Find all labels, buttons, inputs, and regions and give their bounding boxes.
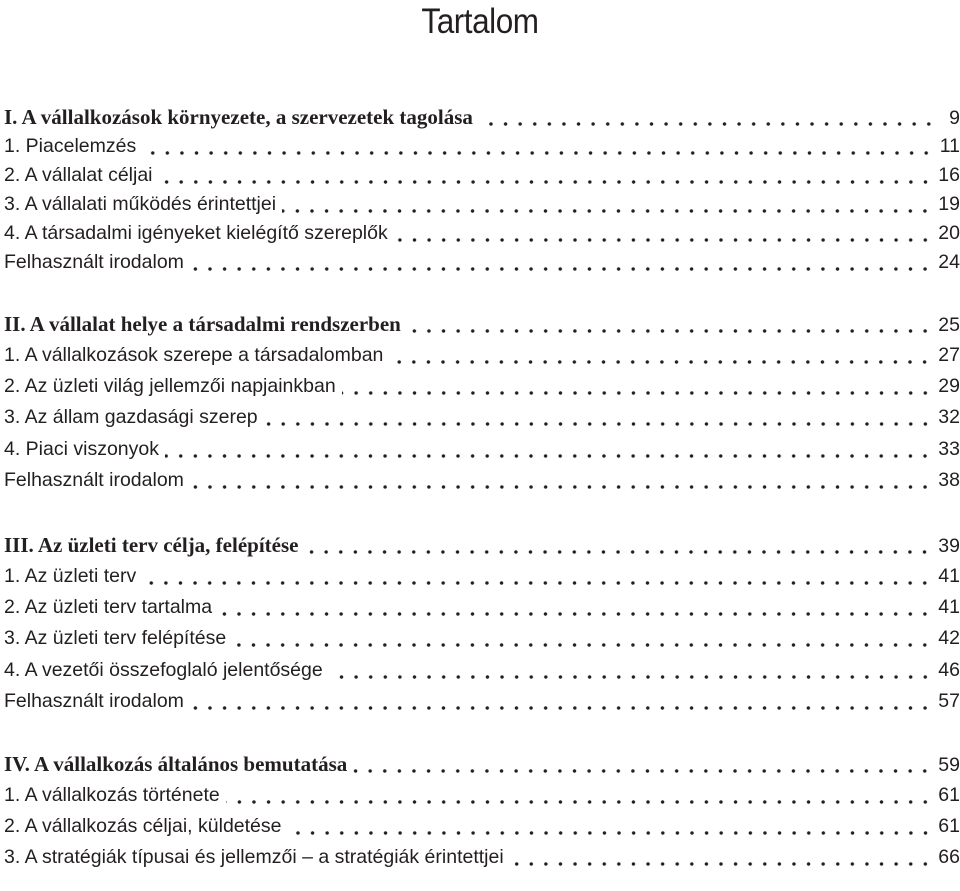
toc-section-entry[interactable] [4,561,960,591]
dot-leader [479,102,936,132]
dot-leader [159,160,933,190]
dot-leader [190,686,932,716]
dot-leader [329,655,933,685]
toc-entry-label: 4. A társadalmi igényeket kielégítő szereplők [4,222,388,244]
dot-leader [264,402,933,432]
toc-section-entry[interactable] [4,811,960,841]
toc-entry-page-number: 27 [938,344,960,366]
dot-leader [304,530,932,560]
dot-leader [288,811,933,841]
toc-entry-label: Felhasznált irodalom [4,690,184,712]
toc-entry-label: 3. Az állam gazdasági szerep [4,406,258,428]
toc-entry-label: 3. A vállalati működés érintettjei [4,193,277,215]
toc-entry-page-number: 19 [938,193,960,215]
dot-leader [218,592,932,622]
toc-entry-label: Felhasznált irodalom [4,251,184,273]
toc-section-entry[interactable] [4,842,960,872]
toc-entry-label: 2. Az üzleti terv tartalma [4,596,213,618]
toc-entry-label: IV. A vállalkozás általános bemutatása [4,752,348,776]
toc-entry-page-number: 57 [938,690,960,712]
dot-leader [226,780,933,810]
toc-section-entry[interactable] [4,160,960,190]
dot-leader [407,309,932,339]
toc-section-entry[interactable] [4,402,960,432]
toc-entry-page-number: 41 [938,596,960,618]
toc-entry-label: III. Az üzleti terv célja, felépítése [4,533,299,557]
page-title: Tartalom [421,2,539,41]
toc-entry-page-number: 32 [938,406,960,428]
toc-section-entry[interactable] [4,218,960,248]
dot-leader [353,749,932,779]
dot-leader [165,434,932,464]
toc-references-entry[interactable] [4,247,960,277]
toc-entry-page-number: 61 [938,784,960,806]
toc-section-entry[interactable] [4,189,960,219]
toc-section-entry[interactable] [4,592,960,622]
toc-entry-page-number: 25 [938,314,960,336]
toc-entry-page-number: 29 [938,375,960,397]
dot-leader [510,842,933,872]
toc-entry-page-number: 11 [939,135,960,157]
toc-section-entry[interactable] [4,371,960,401]
dot-leader [142,131,934,161]
dot-leader [190,465,932,495]
dot-leader [282,189,932,219]
dot-leader [394,218,933,248]
toc-entry-page-number: 38 [938,469,960,491]
toc-chapter-entry[interactable] [4,309,960,339]
toc-chapter-entry[interactable] [4,102,960,132]
toc-entry-label: 1. Az üzleti terv [4,565,137,587]
toc-entry-page-number: 39 [938,535,960,557]
toc-entry-page-number: 66 [938,846,960,868]
toc-entry-page-number: 42 [938,627,960,649]
toc-entry-label: I. A vállalkozások környezete, a szervezetek tagolása [4,105,473,129]
dot-leader [190,247,932,277]
toc-entry-label: 3. A stratégiák típusai és jellemzői – a stratégiák érintettjei [4,846,504,868]
toc-entry-page-number: 61 [938,815,960,837]
toc-entry-page-number: 20 [938,222,960,244]
dot-leader [232,623,932,653]
toc-entry-label: 4. A vezetői összefoglaló jelentősége [4,659,323,681]
toc-entry-label: 2. A vállalat céljai [4,164,153,186]
dot-leader [342,371,933,401]
toc-entry-page-number: 9 [949,107,960,129]
toc-entry-label: 1. A vállalkozások szerepe a társadalomban [4,344,384,366]
toc-entry-page-number: 46 [938,659,960,681]
toc-section-entry[interactable] [4,131,960,161]
toc-entry-label: 3. Az üzleti terv felépítése [4,627,227,649]
dot-leader [142,561,932,591]
toc-entry-page-number: 59 [938,754,960,776]
toc-section-entry[interactable] [4,780,960,810]
toc-entry-page-number: 41 [938,565,960,587]
toc-entry-label: 1. A vállalkozás története [4,784,220,806]
toc-entry-label: Felhasznált irodalom [4,469,184,491]
toc-chapter-entry[interactable] [4,530,960,560]
toc-entry-page-number: 24 [938,251,960,273]
toc-references-entry[interactable] [4,465,960,495]
toc-entry-label: 1. Piacelemzés [4,135,137,157]
toc-entry-label: II. A vállalat helye a társadalmi rendszerben [4,312,401,336]
toc-entry-page-number: 33 [938,438,960,460]
toc-references-entry[interactable] [4,686,960,716]
toc-entry-label: 4. Piaci viszonyok [4,438,159,460]
toc-entry-page-number: 16 [938,164,960,186]
toc-entry-label: 2. A vállalkozás céljai, küldetése [4,815,282,837]
toc-section-entry[interactable] [4,655,960,685]
dot-leader [389,340,932,370]
toc-chapter-entry[interactable] [4,749,960,779]
toc-section-entry[interactable] [4,623,960,653]
toc-section-entry[interactable] [4,340,960,370]
toc-entry-label: 2. Az üzleti világ jellemzői napjainkban [4,375,336,397]
toc-section-entry[interactable] [4,434,960,464]
